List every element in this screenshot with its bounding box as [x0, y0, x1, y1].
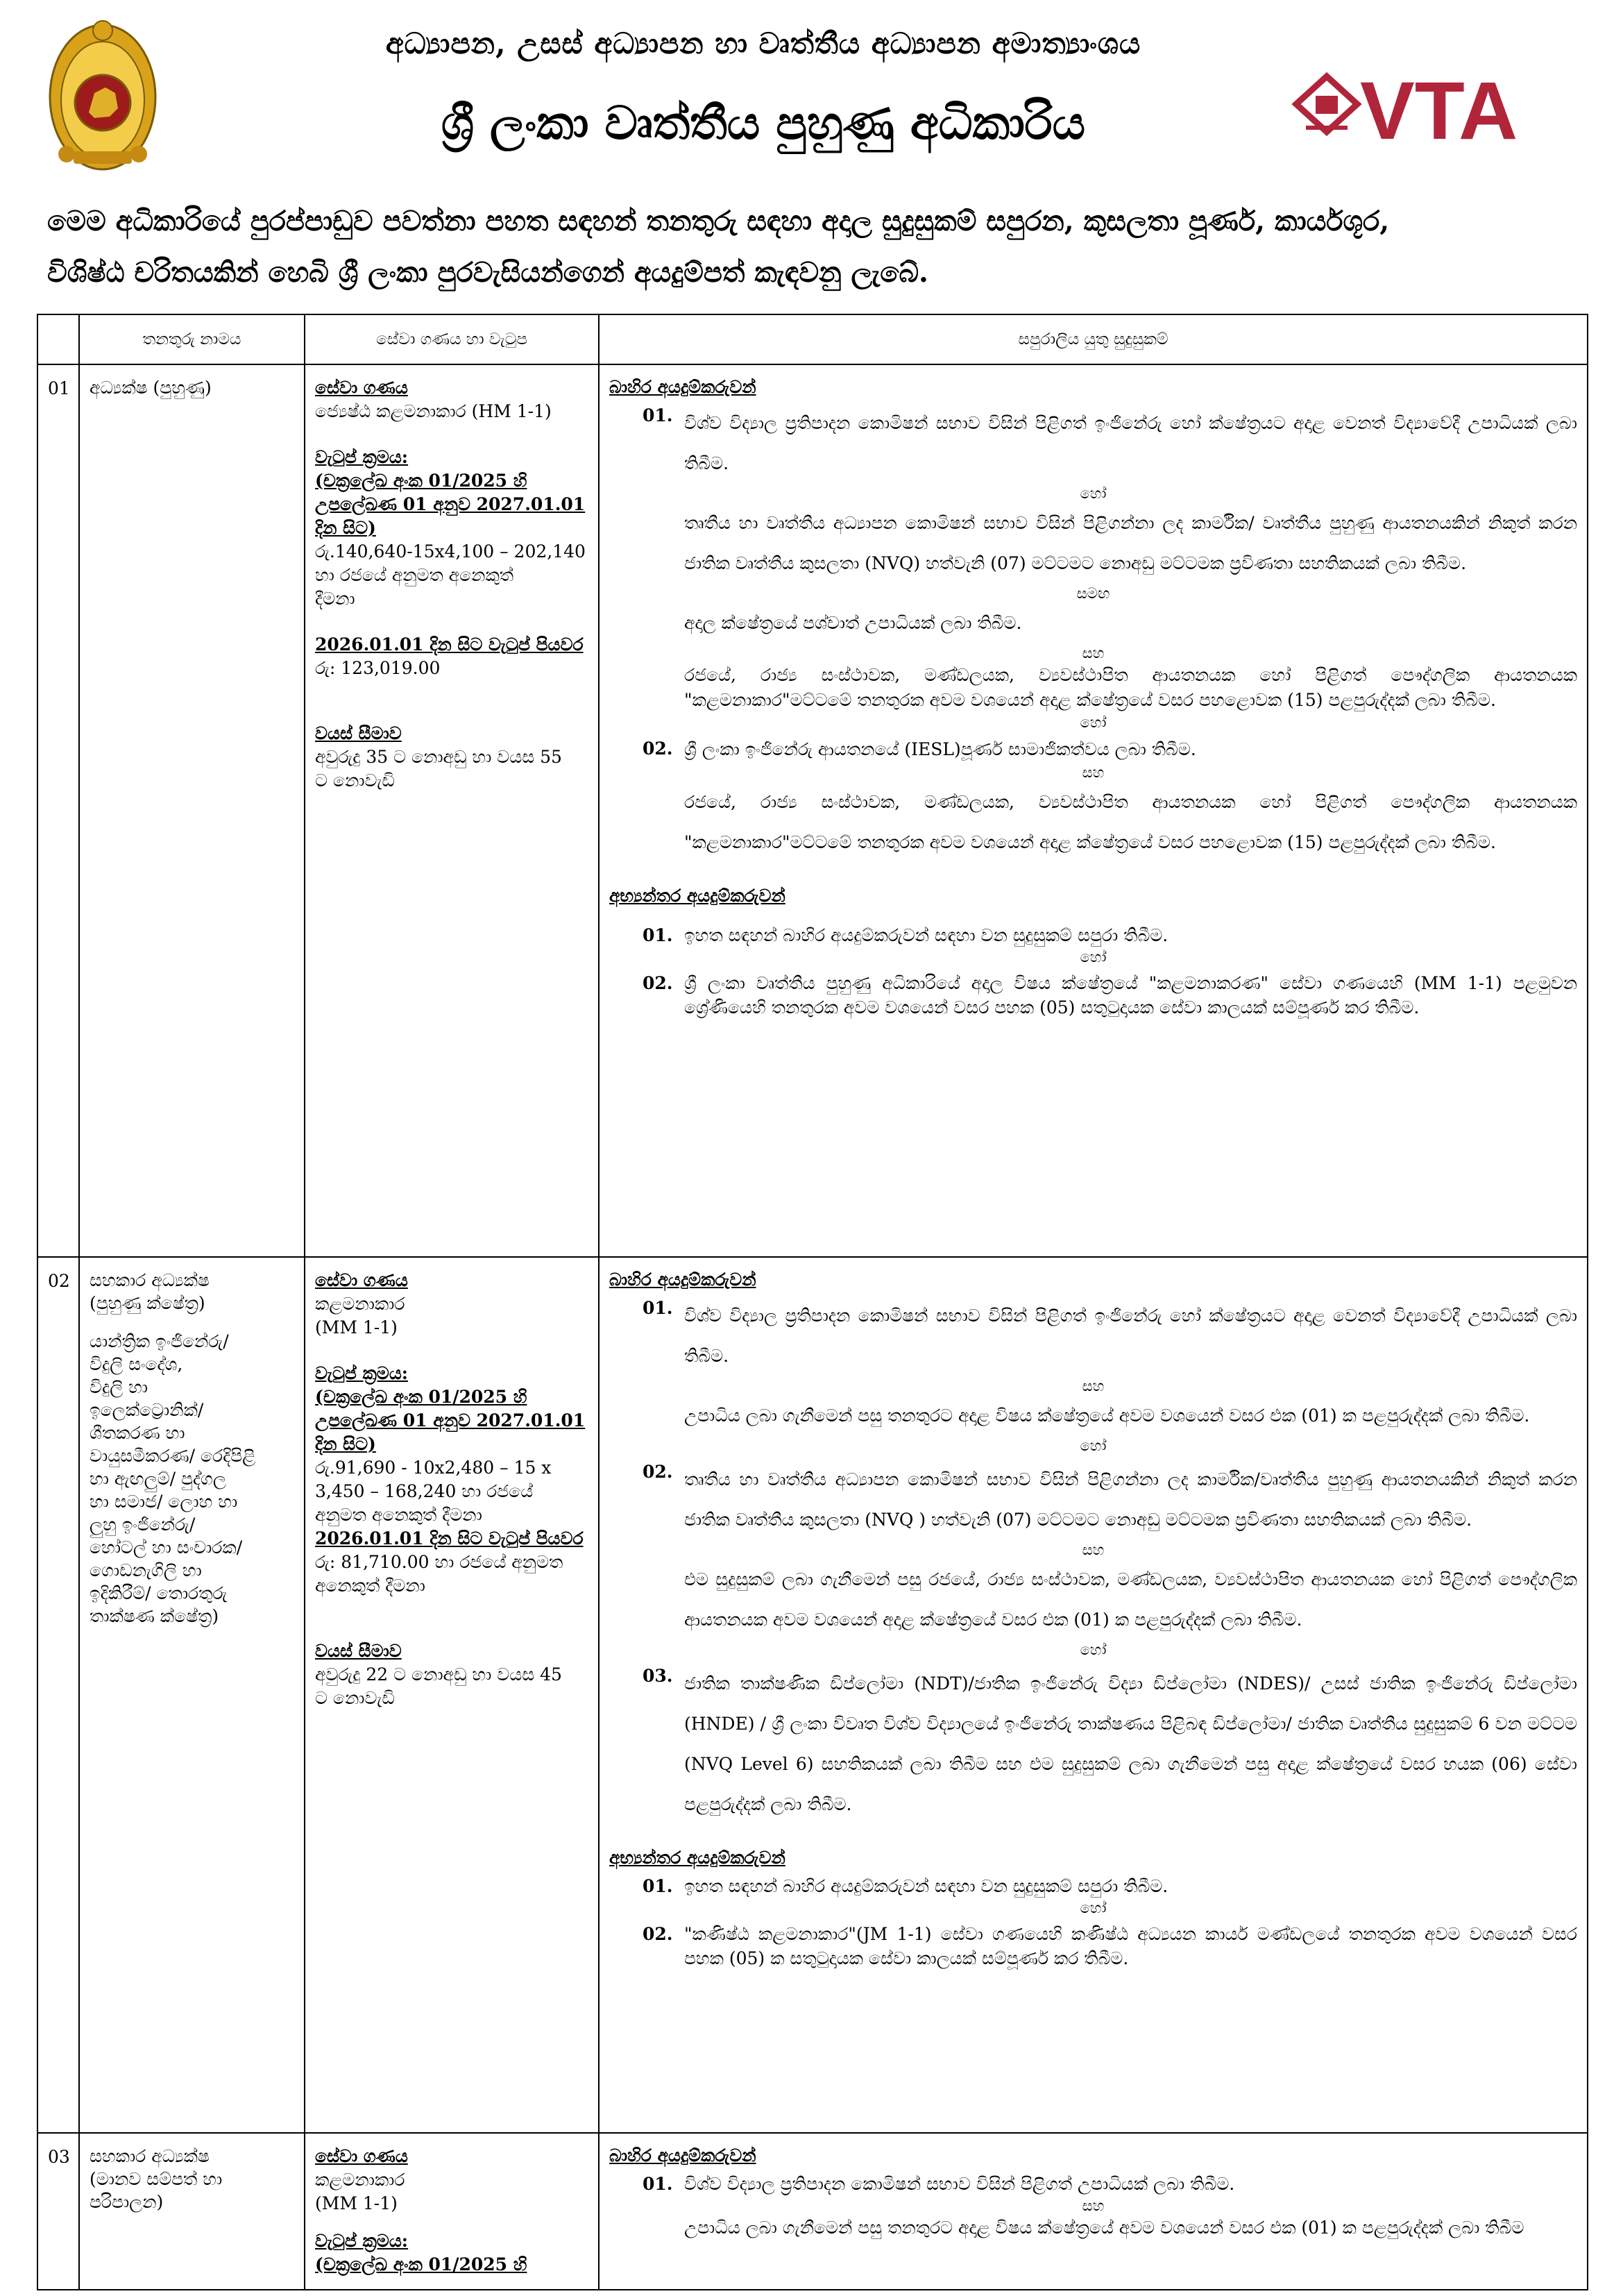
item-text: "කණිෂ්ඨ කළමනාකාර"(JM 1-1) සේවා ගණයෙහි කණිෂ්ඨ අධ්‍යයන කාර්ය මණ්ඩලයේ තනතුරක අවම වශයෙන් වසර පහක (05) ක සතුටුදායක සේවා කාලයක් සම්පූර්ණ කර තිබීම.: [684, 1924, 1577, 1968]
conjunction: හෝ: [1080, 485, 1107, 502]
item-text: අදාල ක්ෂේත්‍රයේ පශ්චාත් උපාධියක් ලබා තිබීම.: [684, 613, 1022, 633]
conjunction: සහ: [1082, 1378, 1105, 1394]
col-header-service: සේවා ගණය හා වැටුප: [305, 314, 599, 364]
training-field: ගොඩනැගිලි හා: [90, 1560, 202, 1580]
conjunction: හෝ: [1080, 1437, 1107, 1454]
salary-step: අනෙකුත් දීමනා: [315, 1576, 425, 1596]
item-number: 01.: [643, 925, 673, 945]
salary-scale: අනුමත අනෙකුත් දීමනා: [315, 1505, 482, 1525]
conjunction: හෝ: [1080, 714, 1107, 731]
row-number: 03: [48, 2147, 70, 2167]
salary-scale-label: වැටුප් ක්‍රමය:: [315, 447, 409, 467]
age-limit: ට නොවැඩි: [315, 1688, 395, 1708]
list-item: [609, 2172, 1577, 2196]
service-grade: කළමනාකාර: [315, 2170, 405, 2190]
item-number: 03.: [643, 1666, 673, 1686]
item-text: ජාතික තාක්ෂණික ඩිප්ලෝමා (NDT)/ජාතික ඉංජිනේරු විද්‍යා ඩිප්ලෝමා (NDES)/ උසස් ජාතික ඉංජිනේරු ඩිප්ලෝමා (HNDE) / ශ්‍රී ලංකා විවෘත විශ්ව විද්‍යාලයේ ඉංජිනේරු තාක්ෂණය පිළිබඳ ඩිප්ලෝමා/ ජාතික වෘත්තීය සුදුසුකම් 6 වන මට්ටම (NVQ Level 6) සහතිකයක් ලබා තිබීම සහ එම සුදුසුකම් ලබා ගැනීමෙන් පසු අදාළ ක්ෂේත්‍රයේ වසර හයක (06) සේවා පළපුරුද්දක් ලබා තිබීම.: [684, 1673, 1577, 1814]
item-number: 01.: [643, 1298, 673, 1318]
item-text: රජයේ, රාජ්‍ය සංස්ථාවක, මණ්ඩලයක, ව්‍යවස්ථාපිත ආයතනයක හෝ පිළිගත් පෞද්ගලික ආයතනයක "කළමනාකාර"මට්ටමේ තනතුරක අවම වශයෙන් අදාළ ක්ෂේත්‍රයේ වසර පහළොවක (15) පළපුරුද්දක් ලබා තිබීම.: [684, 665, 1577, 710]
service-grade-label: සේවා ගණය: [315, 1270, 408, 1290]
list-item: [609, 923, 1577, 947]
service-grade: ජ්‍යෙෂ්ඨ කළමනාකාර (HM 1-1): [315, 401, 552, 421]
row-number-cell: [37, 1257, 79, 2133]
post-title-cell: [79, 1257, 305, 2133]
conjunction: සහ: [1082, 1542, 1105, 1558]
authority-name: ශ්‍රී ලංකා වෘත්තීය පුහුණු අධිකාරිය: [441, 96, 1086, 150]
external-applicants-heading: බාහිර අයදුම්කරුවන්: [609, 377, 756, 397]
list-item: [609, 1922, 1577, 1970]
vacancy-table: [37, 314, 1588, 2290]
intro-line: විශිෂ්ඨ චරිතයකින් හෙබි ශ්‍රී ලංකා පුරවැසියන්ගෙන් අයදුම්පත් කැඳවනු ලැබේ.: [47, 256, 928, 289]
list-item: [609, 971, 1577, 1020]
service-grade-label: සේවා ගණය: [315, 2146, 408, 2166]
conjunction: සමඟ: [1076, 585, 1110, 602]
item-text: තෘතීය හා වෘත්තීය අධ්‍යාපන කොමිෂන් සභාව විසින් පිළිගන්නා ලද කාර්මික/ වෘත්තීය පුහුණු ආයතනයකින් නිකුත් කරන ජාතික වෘත්තීය කුසලතා (NVQ) හත්වැනි (07) මට්ටමට නොඅඩු මට්ටමක ප්‍රවිණතා සහතිකයක් ලබා තිබීම.: [684, 513, 1577, 573]
training-field: හෝටල් හා සංචාරක/: [90, 1537, 243, 1558]
external-applicants-heading: බාහිර අයදුම්කරුවන්: [609, 2145, 756, 2166]
item-text: විශ්ව විද්‍යාල ප්‍රතිපාදන කොමිෂන් සභාව විසින් පිළිගත් ඉංජිනේරු හෝ ක්ෂේත්‍රයට අදාළ වෙනත් විද්‍යාවේදී උපාධියක් ලබා තිබීම.: [684, 413, 1577, 473]
item-text: රජයේ, රාජ්‍ය සංස්ථාවක, මණ්ඩලයක, ව්‍යවස්ථාපිත ආයතනයක හෝ පිළිගත් පෞද්ගලික ආයතනයක "කළමනාකාර"මට්ටමේ තනතුරක අවම වශයෙන් අදාළ ක්ෂේත්‍රයේ වසර පහළොවක (15) පළපුරුද්දක් ලබා තිබීම.: [684, 792, 1577, 852]
training-field: වායුසමීකරණ/ රෙදිපිළි: [90, 1446, 256, 1466]
post-title-cell: [79, 364, 305, 1257]
training-field: තාක්ෂණ ක්ෂේත්‍ර): [90, 1606, 219, 1626]
circular-text: උපලේඛණ 01 අනුව 2027.01.01: [315, 1410, 586, 1430]
service-grade: කළමනාකාර: [315, 1294, 405, 1314]
qualifications-cell: [599, 364, 1588, 1257]
circular-text: (චක්‍රලේඛ අංක 01/2025 හි: [315, 2254, 527, 2274]
row-number-cell: [37, 364, 79, 1257]
conjunction: සහ: [1082, 645, 1105, 661]
vta-logo-text: VTA: [1360, 65, 1518, 150]
conjunction: හෝ: [1080, 949, 1107, 965]
item-number: 01.: [643, 1876, 673, 1896]
item-number: 02.: [643, 738, 673, 759]
list-item: [609, 1296, 1577, 1376]
table-row: [37, 2133, 1588, 2290]
age-limit-label: වයස් සීමාව: [315, 723, 402, 743]
training-field: හා ඇඟලුම්/ පුද්ගල: [90, 1469, 226, 1489]
post-title: පරිපාලන): [90, 2192, 164, 2212]
table-header-row: [37, 314, 1588, 364]
ministry-name: අධ්‍යාපන, උසස් අධ්‍යාපන හා වෘත්තීය අධ්‍යාපන අමාත්‍යාංශය: [385, 26, 1141, 60]
post-title: (මානව සම්පත් හා: [90, 2169, 223, 2189]
training-field: ලුහු ඉංජිනේරු/: [90, 1514, 196, 1535]
item-text: තෘතීය හා වෘත්තීය අධ්‍යාපන කොමිෂන් සභාව විසින් පිළිගන්නා ලද කාර්මික/වෘත්තීය පුහුණු ආයතනයකින් නිකුත් කරන ජාතික වෘත්තීය කුසලතා (NVQ ) හත්වැනි (07) මට්ටමට නොඅඩු මට්ටමක ප්‍රවිණතා සහතිකයක් ලබා තිබීම.: [684, 1469, 1577, 1530]
list-item: [609, 1874, 1577, 1898]
post-title: අධ්‍යක්ෂ (පුහුණු): [90, 378, 212, 398]
item-text: එම සුදුසුකම් ලබා ගැනීමෙන් පසු රජයේ, රාජ්‍ය සංස්ථාවක, මණ්ඩලයක, ව්‍යවස්ථාපිත ආයතනයක හෝ පිළිගත් පෞද්ගලික ආයතනයක අවම වශයෙන් අදාළ ක්ෂේත්‍රයේ වසර එක (01) ක පළපුරුද්දක් ලබා තිබීම.: [684, 1569, 1577, 1630]
age-limit: ට නොවැඩි: [315, 770, 395, 791]
service-grade-code: (MM 1-1): [315, 1317, 398, 1337]
conjunction: හෝ: [1080, 1900, 1107, 1916]
service-cell: [305, 1257, 599, 2133]
item-number: 01.: [643, 2174, 673, 2194]
salary-scale: 3,450 – 168,240 හා රජයේ: [315, 1481, 534, 1501]
salary-step: රු: 81,710.00 හා රජයේ අනුමත: [315, 1552, 563, 1572]
item-text: විශ්ව විද්‍යාල ප්‍රතිපාදන කොමිෂන් සභාව විසින් පිළිගත් ඉංජිනේරු හෝ ක්ෂේත්‍රයට අදාළ වෙනත් විද්‍යාවේදී උපාධියක් ලබා තිබීම.: [684, 1306, 1577, 1366]
service-cell: [305, 364, 599, 1257]
conjunction: හෝ: [1080, 1641, 1107, 1658]
service-cell: [305, 2133, 599, 2290]
salary-step-label: 2026.01.01 දින සිට වැටුප් පියවර: [315, 1528, 584, 1548]
age-limit: අවුරුදු 22 ට නොඅඩු හා වයස 45: [315, 1664, 562, 1685]
intro-paragraph: [47, 196, 1581, 298]
training-field: ශීතකරණ හා: [90, 1423, 185, 1443]
circular-text: දින සිට): [315, 1434, 376, 1454]
page-header: [0, 0, 1623, 174]
conjunction: සහ: [1082, 2197, 1105, 2214]
item-number: 02.: [643, 973, 673, 993]
training-field: ඉලෙක්ට්‍රොනික්/: [90, 1400, 204, 1420]
post-title: සහකාර අධ්‍යක්ෂ: [90, 1270, 210, 1290]
row-number: 02: [48, 1271, 70, 1291]
list-item: [609, 736, 1577, 763]
training-field: යාන්ත්‍රික ඉංජිනේරු/: [90, 1331, 229, 1351]
col-header-no: [37, 314, 79, 364]
list-item: [609, 403, 1577, 484]
age-limit: අවුරුදු 35 ට නොඅඩු හා වයස 55: [315, 747, 562, 767]
item-text: ඉහත සඳහන් බාහිර අයදුම්කරුවන් සඳහා වන සුදුසුකම් සපුරා තිබීම.: [684, 1876, 1169, 1896]
vta-logo-icon: [1291, 64, 1543, 150]
post-title: (පුහුණු ක්ෂේත්‍ර): [90, 1293, 205, 1313]
item-number: 01.: [643, 405, 673, 425]
age-limit-label: වයස් සීමාව: [315, 1641, 402, 1661]
circular-text: (චක්‍රලේඛ අංක 01/2025 හි: [315, 471, 527, 491]
post-title: [90, 1315, 296, 1330]
intro-line: මෙම අධිකාරියේ පුරප්පාඩුව පවත්නා පහත සඳහන් තනතුරු සඳහා අදාල සුදුසුකම් සපුරන, කුසලතා පූර්ණ, කාර්යශූර,: [47, 205, 1390, 237]
item-text: ඉහත සඳහන් බාහිර අයදුම්කරුවන් සඳහා වන සුදුසුකම් සපුරා තිබීම.: [684, 925, 1169, 945]
salary-scale-label: වැටුප් ක්‍රමය:: [315, 1363, 409, 1383]
circular-text: උපලේඛණ 01 අනුව 2027.01.01: [315, 494, 586, 514]
table-row: [37, 1257, 1588, 2133]
row-number-cell: [37, 2133, 79, 2290]
post-title-cell: [79, 2133, 305, 2290]
internal-applicants-heading: අභ්‍යන්තර අයදුම්කරුවන්: [609, 886, 785, 906]
salary-scale: රු.91,690 - 10x2,480 – 15 x: [315, 1458, 552, 1478]
external-applicants-heading: බාහිර අයදුම්කරුවන්: [609, 1269, 756, 1290]
salary-scale: හා රජයේ අනුමත අනෙකුත්: [315, 565, 514, 585]
list-item: [609, 1460, 1577, 1540]
training-field: විදුලි හා: [90, 1377, 148, 1397]
training-field: විදුලි සංදේශ,: [90, 1354, 183, 1374]
list-item: [609, 1664, 1577, 1825]
salary-scale: රු.140,640-15x4,100 – 202,140: [315, 541, 586, 562]
circular-text: (චක්‍රලේඛ අංක 01/2025 හි: [315, 1387, 527, 1407]
training-field: ඉදිකිරීම්/ තොරතුරු: [90, 1583, 228, 1603]
service-grade-code: (MM 1-1): [315, 2193, 398, 2213]
salary-step-label: 2026.01.01 දින සිට වැටුප් පියවර: [315, 634, 584, 655]
salary-scale: දීමනා: [315, 589, 355, 609]
post-title: සහකාර අධ්‍යක්ෂ: [90, 2146, 210, 2166]
table-row: [37, 364, 1588, 1257]
item-number: 02.: [643, 1924, 673, 1944]
col-header-title: තනතුරු නාමය: [79, 314, 305, 364]
qualifications-cell: [599, 2133, 1588, 2290]
sri-lanka-emblem-icon: [46, 15, 160, 174]
item-text: උපාධිය ලබා ගැනීමෙන් පසු තනතුරට අදාළ විෂය ක්ෂේත්‍රයේ අවම වශයෙන් වසර එක (01) ක පළපුරුද්දක් ලබා තිබීම.: [684, 1406, 1530, 1426]
qualifications-cell: [599, 1257, 1588, 2133]
conjunction: සහ: [1082, 764, 1105, 781]
circular-text: දින සිට): [315, 518, 376, 538]
item-text: ශ්‍රී ලංකා වෘත්තීය පුහුණු අධිකාරියේ අදාල විෂය ක්ෂේත්‍රයේ "කළමනාකරණ" සේවා ගණයෙහි (MM 1-1) පළමුවන ශ්‍රේණියෙහි තනතුරක අවම වශයෙන් වසර පහක (05) සතුටුදායක සේවා කාලයක් සම්පූර්ණ කර තිබීම.: [684, 973, 1577, 1018]
salary-step: රු: 123,019.00: [315, 658, 441, 678]
item-text: උපාධිය ලබා ගැනීමෙන් පසු තනතුරට අදාළ විෂය ක්ෂේත්‍රයේ අවම වශයෙන් වසර එක (01) ක පළපුරුද්දක් ලබා තිබීම: [684, 2218, 1524, 2238]
internal-applicants-heading: අභ්‍යන්තර අයදුම්කරුවන්: [609, 1848, 785, 1868]
item-text: විශ්ව විද්‍යාල ප්‍රතිපාදන කොමිෂන් සභාව විසින් පිළිගත් උපාධියක් ලබා තිබීම.: [684, 2174, 1235, 2194]
service-grade-label: සේවා ගණය: [315, 378, 408, 398]
item-number: 02.: [643, 1462, 673, 1482]
row-number: 01: [48, 378, 70, 398]
training-field: හා සමාජ/ ලොහ හා: [90, 1492, 238, 1512]
col-header-qualifications: සපුරාලිය යුතු සුදුසුකම්: [599, 314, 1588, 364]
item-text: ශ්‍රී ලංකා ඉංජිනේරු ආයතනයේ (IESL)පූර්ණ සාමාජිකත්වය ලබා තිබීම.: [684, 739, 1196, 759]
salary-scale-label: වැටුප් ක්‍රමය:: [315, 2231, 409, 2251]
